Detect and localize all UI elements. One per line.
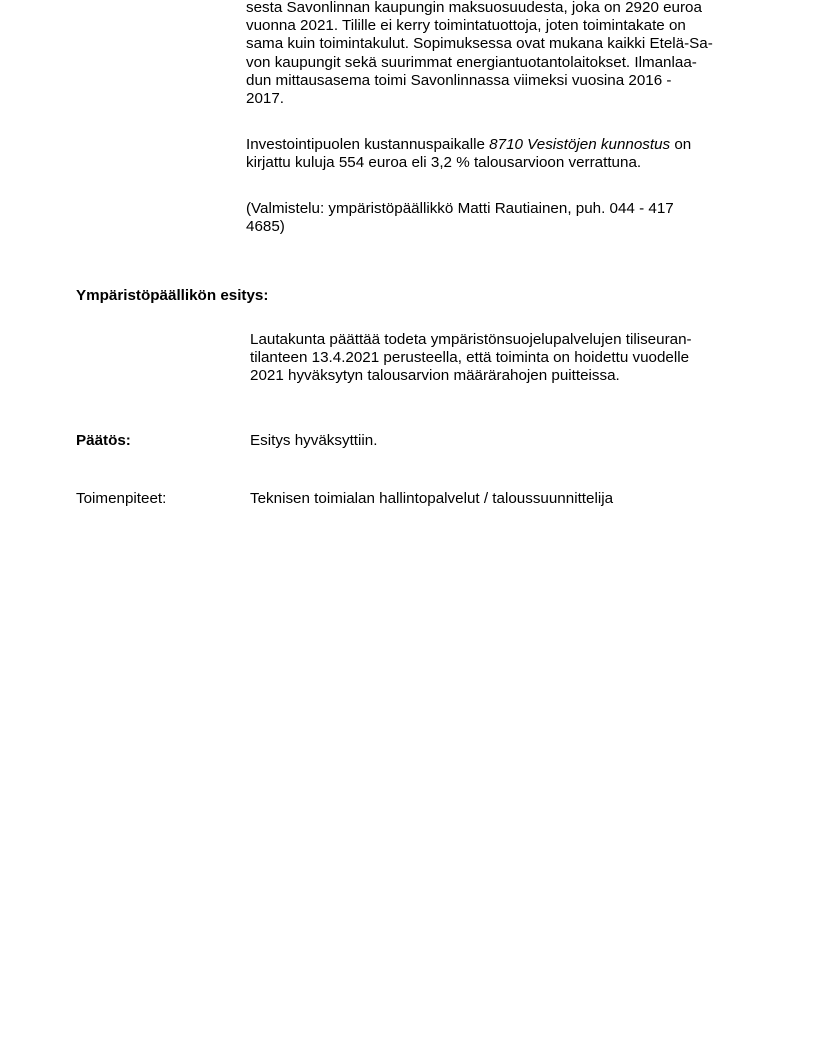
decision-text: Esitys hyväksyttiin.	[250, 432, 378, 449]
intro-line: dun mittausasema toimi Savonlinnassa viimeksi vuosina 2016 -	[246, 71, 672, 89]
proposal-line: 2021 hyväksytyn talousarvion määrärahojen puitteissa.	[250, 367, 620, 385]
intro-line: sesta Savonlinnan kaupungin maksuosuudesta, joka on 2920 euroa	[246, 0, 702, 16]
intro-line: 2017.	[246, 90, 285, 108]
intro-paragraph	[246, 0, 766, 108]
preparer-note	[246, 200, 766, 236]
intro-line: vuonna 2021. Tilille ei kerry toimintatuottoja, joten toimintakate on	[246, 17, 686, 35]
proposal-line: tilanteen 13.4.2021 perusteella, että toiminta on hoidettu vuodelle	[250, 349, 690, 367]
investment-prefix: Investointipuolen kustannuspaikalle	[246, 136, 490, 153]
preparer-line: 4685)	[246, 218, 285, 236]
intro-line: sama kuin toimintakulut. Sopimuksessa ovat mukana kaikki Etelä-Sa-	[246, 35, 713, 53]
proposal-text	[250, 331, 770, 386]
investment-line-1	[246, 136, 766, 154]
proposal-line: Lautakunta päättää todeta ympäristönsuojelupalvelujen tiliseuran-	[250, 331, 692, 348]
actions-text: Teknisen toimialan hallintopalvelut / taloussuunnittelija	[250, 490, 614, 507]
investment-suffix: on	[670, 136, 692, 153]
cost-center-name: 8710 Vesistöjen kunnostus	[489, 136, 671, 153]
preparer-line: (Valmistelu: ympäristöpäällikkö Matti Rautiainen, puh. 044 - 417	[246, 200, 674, 217]
investment-line-2: kirjattu kuluja 554 euroa eli 3,2 % talousarvioon verrattuna.	[246, 154, 642, 172]
intro-line: von kaupungit sekä suurimmat energiantuotantolaitokset. Ilmanlaa-	[246, 53, 697, 71]
investment-paragraph	[246, 136, 766, 172]
decision-label: Päätös:	[76, 432, 131, 449]
proposal-heading: Ympäristöpäällikön esitys:	[76, 287, 269, 304]
actions-label: Toimenpiteet:	[76, 490, 167, 507]
